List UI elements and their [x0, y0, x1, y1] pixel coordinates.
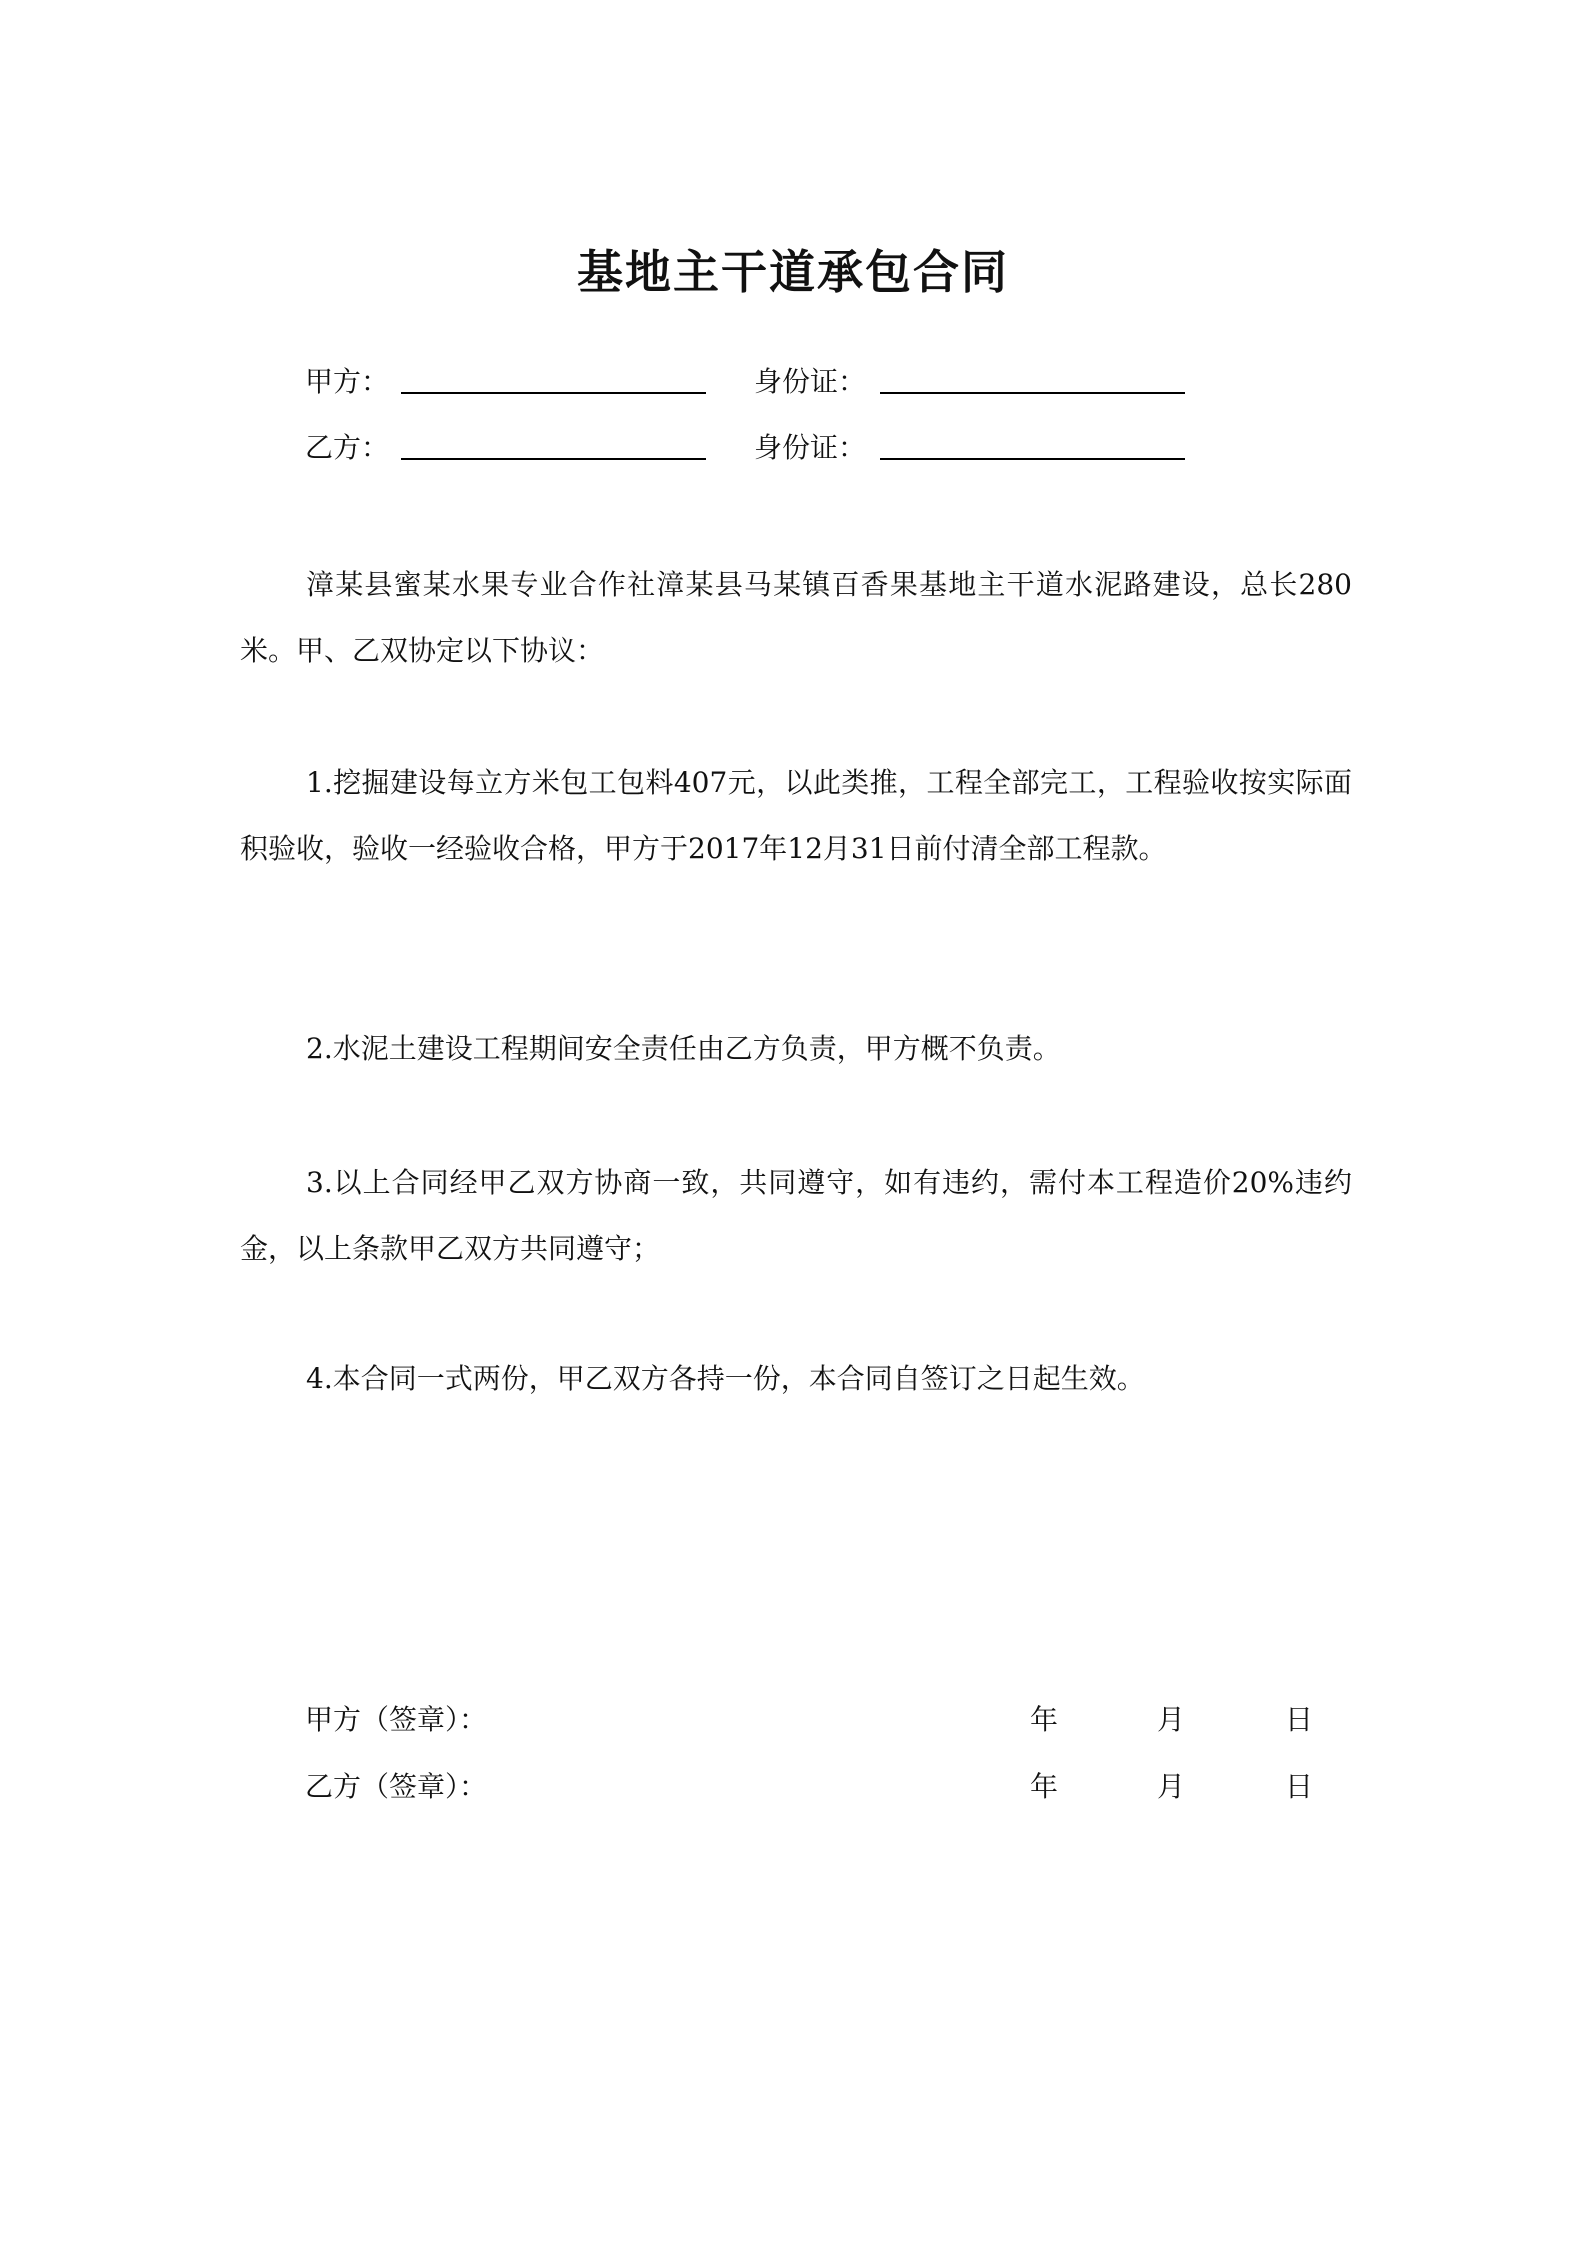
party-a-id-label: 身份证： — [754, 365, 867, 398]
party-a-year-label: 年 — [1030, 1703, 1059, 1736]
clause-2: 2.水泥土建设工程期间安全责任由乙方负责，甲方概不负责。 — [306, 1032, 1061, 1065]
intro-paragraph: 漳某县蜜某水果专业合作社漳某县马某镇百香果基地主干道水泥路建设，总长280米。甲、乙双协定以下协议： — [240, 568, 1352, 667]
party-a-row — [305, 362, 1185, 402]
party-b-day-label: 日 — [1285, 1770, 1314, 1803]
party-a-signature-label: 甲方（签章）： — [305, 1703, 488, 1736]
clause-3: 3.以上合同经甲乙双方协商一致，共同遵守，如有违约，需付本工程造价20%违约金，以上条款甲乙双方共同遵守； — [240, 1166, 1352, 1265]
party-b-label: 乙方： — [305, 431, 390, 464]
party-b-month-label: 月 — [1157, 1770, 1186, 1803]
document-title: 基地主干道承包合同 — [577, 245, 1009, 299]
party-b-row — [305, 428, 1185, 468]
party-a-month-label: 月 — [1157, 1703, 1186, 1736]
signature-row-party-b — [305, 1767, 1325, 1807]
party-b-name-field[interactable] — [401, 458, 706, 460]
party-a-label: 甲方： — [305, 365, 390, 398]
party-b-id-label: 身份证： — [754, 431, 867, 464]
party-b-year-label: 年 — [1030, 1770, 1059, 1803]
party-a-id-field[interactable] — [880, 392, 1185, 394]
party-b-signature-label: 乙方（签章）： — [305, 1770, 488, 1803]
clause-4: 4.本合同一式两份，甲乙双方各持一份，本合同自签订之日起生效。 — [306, 1362, 1145, 1395]
clause-1: 1.挖掘建设每立方米包工包料407元，以此类推，工程全部完工，工程验收按实际面积验收，验收一经验收合格，甲方于2017年12月31日前付清全部工程款。 — [240, 766, 1352, 865]
party-b-id-field[interactable] — [880, 458, 1185, 460]
party-a-name-field[interactable] — [401, 392, 706, 394]
signature-row-party-a — [305, 1700, 1325, 1740]
party-a-day-label: 日 — [1285, 1703, 1314, 1736]
